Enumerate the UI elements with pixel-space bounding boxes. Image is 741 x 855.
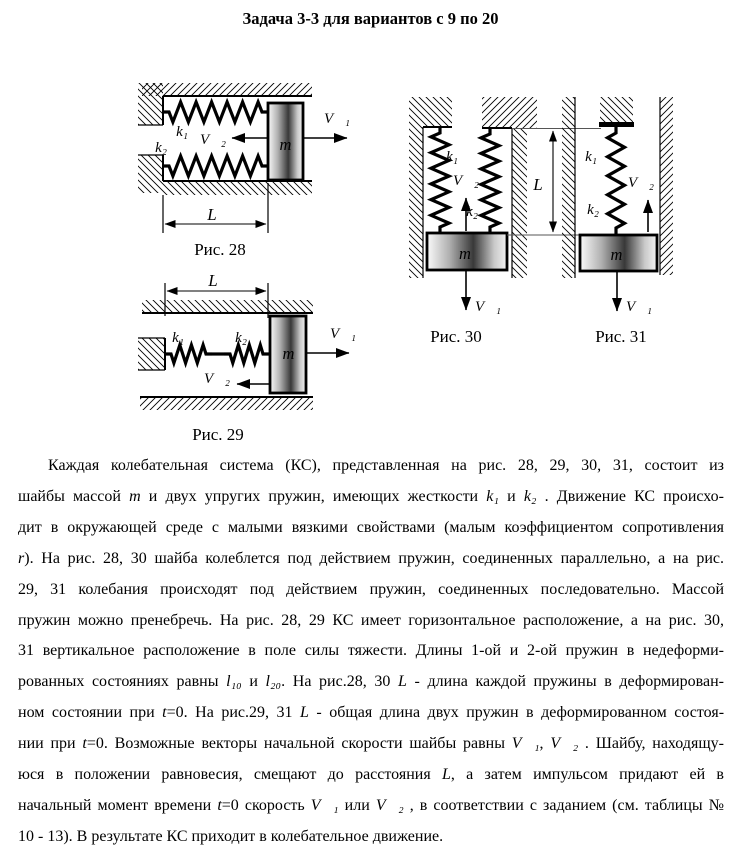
- right-wall-fig30: [512, 128, 527, 278]
- upper-wall-block-fig28: [138, 83, 163, 125]
- stiffness-k1-label-fig31: k₁: [585, 149, 597, 165]
- velocity-v2-label-fig29: V⃗₂: [203, 371, 231, 387]
- velocity-v1-label-fig30: V⃗₁: [474, 299, 502, 315]
- mass-label-fig28: m: [279, 135, 292, 154]
- spring-k2-fig30: [481, 128, 499, 233]
- paragraph-line: r). На рис. 28, 30 шайба колеблется под действием пружин, соединенных параллельно, а на рис.: [18, 549, 724, 567]
- spring-series-fig31: [608, 127, 625, 234]
- velocity-v1-label-fig31: V⃗₁: [625, 299, 653, 315]
- lower-wall-block-fig28: [138, 155, 163, 193]
- floor-hatch-fig28: [163, 181, 312, 195]
- paragraph-line: дит в окружающей среде с малыми вязкими свойствами (малым коэффициентом сопротивления: [18, 518, 724, 536]
- spring-k1-fig30: [431, 127, 449, 233]
- stiffness-k1-label-fig29: k₁: [172, 330, 184, 346]
- paragraph-line: юся в положении равновесия, смещают до расстояния L, а затем импульсом придают ей в: [18, 766, 724, 784]
- paragraph-line: начальный момент времени t=0 скорость V⃗₁ или V⃗₂ , в соответствии с заданием (см. таблицы №: [18, 796, 725, 814]
- velocity-v2-label-fig31: V⃗₂: [627, 175, 655, 191]
- spring-k1-fig28: [163, 102, 268, 122]
- paragraph-line: шайбы массой m и двух упругих пружин, имеющих жесткости k₁ и k₂ . Движение КС происхо-: [18, 487, 724, 505]
- caption-fig30: Рис. 30: [430, 327, 482, 346]
- velocity-v2-label-fig28: V⃗₂: [199, 132, 227, 148]
- length-L-label-fig28: L: [207, 205, 217, 224]
- paragraph-line: ном состоянии при t=0. На рис.29, 31 L - общая длина двух пружин в деформированном состоя-: [18, 704, 725, 722]
- mass-label-fig31: m: [610, 245, 623, 264]
- figure-28: [138, 83, 350, 259]
- mass-label-fig30: m: [459, 244, 471, 263]
- length-L-label-fig29: L: [208, 271, 218, 290]
- problem-text: [18, 451, 724, 853]
- figure-29: [138, 271, 356, 444]
- stiffness-k2-label-fig30: k₂: [466, 204, 478, 220]
- floor-hatch-fig29: [140, 397, 313, 410]
- caption-fig29: Рис. 29: [192, 425, 244, 444]
- stiffness-k2-label-fig28: k₂: [155, 140, 167, 156]
- paragraph-line: рованных состояниях равны l₁₀ и l₂₀. На рис.28, 30 L - длина каждой пружины в деформирован-: [18, 673, 725, 691]
- spring-k2-fig29: [224, 345, 269, 363]
- paragraph-line: 10 - 13). В результате КС приходит в колебательное движение.: [18, 827, 444, 845]
- velocity-v1-label-fig29: V⃗₁: [329, 326, 357, 342]
- stiffness-k2-label-fig29: k₂: [235, 330, 247, 346]
- velocity-v1-label-fig28: V⃗₁: [323, 111, 351, 127]
- spring-k2-fig28: [163, 156, 268, 176]
- anchor-bar-fig31: [599, 122, 634, 127]
- stiffness-k2-label-fig31: k₂: [587, 202, 599, 218]
- ceiling-block-fig31: [600, 97, 633, 123]
- paragraph-line: 31 вертикальное расположение в поле силы тяжести. Длины 1-ой и 2-ой пружин в недеформи-: [18, 642, 724, 660]
- caption-fig28: Рис. 28: [194, 240, 246, 259]
- wall-block-fig29: [138, 338, 165, 370]
- right-wall-fig31: [660, 97, 673, 275]
- stiffness-k1-label-fig30: k₁: [446, 149, 458, 165]
- velocity-v2-label-fig30: V⃗₂: [452, 173, 480, 189]
- paragraph-line: пружин можно пренебречь. На рис. 28, 29 КС имеет горизонтальное расположение, а на рис. 30,: [18, 611, 724, 629]
- left-wall-fig30: [409, 127, 423, 278]
- ceiling-lobe-left-fig30: [409, 97, 452, 127]
- paragraph-line: Каждая колебательная система (КС), представленная на рис. 28, 29, 30, 31, состоит из: [48, 457, 724, 474]
- stiffness-k1-label-fig28: k₁: [176, 124, 188, 140]
- ceiling-lobe-right-fig30: [482, 97, 537, 128]
- spring-k1-fig29: [165, 345, 212, 363]
- figure-31: [562, 97, 673, 346]
- ceiling-hatch-fig29: [142, 300, 313, 313]
- caption-fig31: Рис. 31: [595, 327, 647, 346]
- paragraph-line: нии при t=0. Возможные векторы начальной скорости шайбы равны V⃗₁, V⃗₂ . Шайбу, находящу-: [18, 735, 724, 753]
- length-L-label-fig30: L: [533, 175, 543, 194]
- left-wall-fig31: [562, 97, 575, 278]
- mass-label-fig29: m: [282, 344, 295, 363]
- figure-30: [409, 97, 537, 346]
- ceiling-hatch-fig28: [142, 83, 312, 96]
- page-title: Задача 3-3 для вариантов с 9 по 20: [242, 9, 499, 28]
- paragraph-line: 29, 31 колебания происходят под действием пружин, соединенных последовательно. Массой: [18, 580, 724, 598]
